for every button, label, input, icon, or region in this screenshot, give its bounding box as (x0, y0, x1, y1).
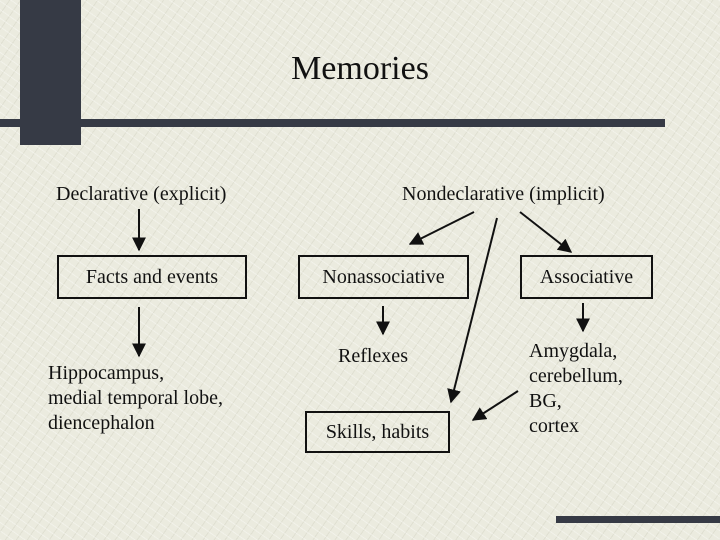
reflexes-label: Reflexes (338, 345, 408, 367)
declarative-region-line: diencephalon (48, 412, 155, 434)
arrow-nondeclarative-to-nonassociative (410, 212, 474, 244)
arrow-regions-to-skills (473, 391, 518, 420)
slide-title: Memories (291, 50, 429, 87)
arrow-nondeclarative-to-skills (451, 218, 497, 402)
declarative-region-line: Hippocampus, (48, 362, 165, 384)
declarative-label: Declarative (explicit) (56, 183, 227, 205)
associative-region-line: BG, (529, 390, 562, 412)
associative-region-line: cerebellum, (529, 365, 623, 387)
arrow-nondeclarative-to-associative (520, 212, 571, 252)
declarative-region-line: medial temporal lobe, (48, 387, 223, 409)
skills-habits-box: Skills, habits (305, 411, 450, 453)
nonassociative-box: Nonassociative (298, 255, 469, 299)
associative-region-line: cortex (529, 415, 579, 437)
associative-box: Associative (520, 255, 653, 299)
associative-region-line: Amygdala, (529, 340, 618, 362)
nondeclarative-label: Nondeclarative (implicit) (402, 183, 605, 205)
facts-events-box: Facts and events (57, 255, 247, 299)
